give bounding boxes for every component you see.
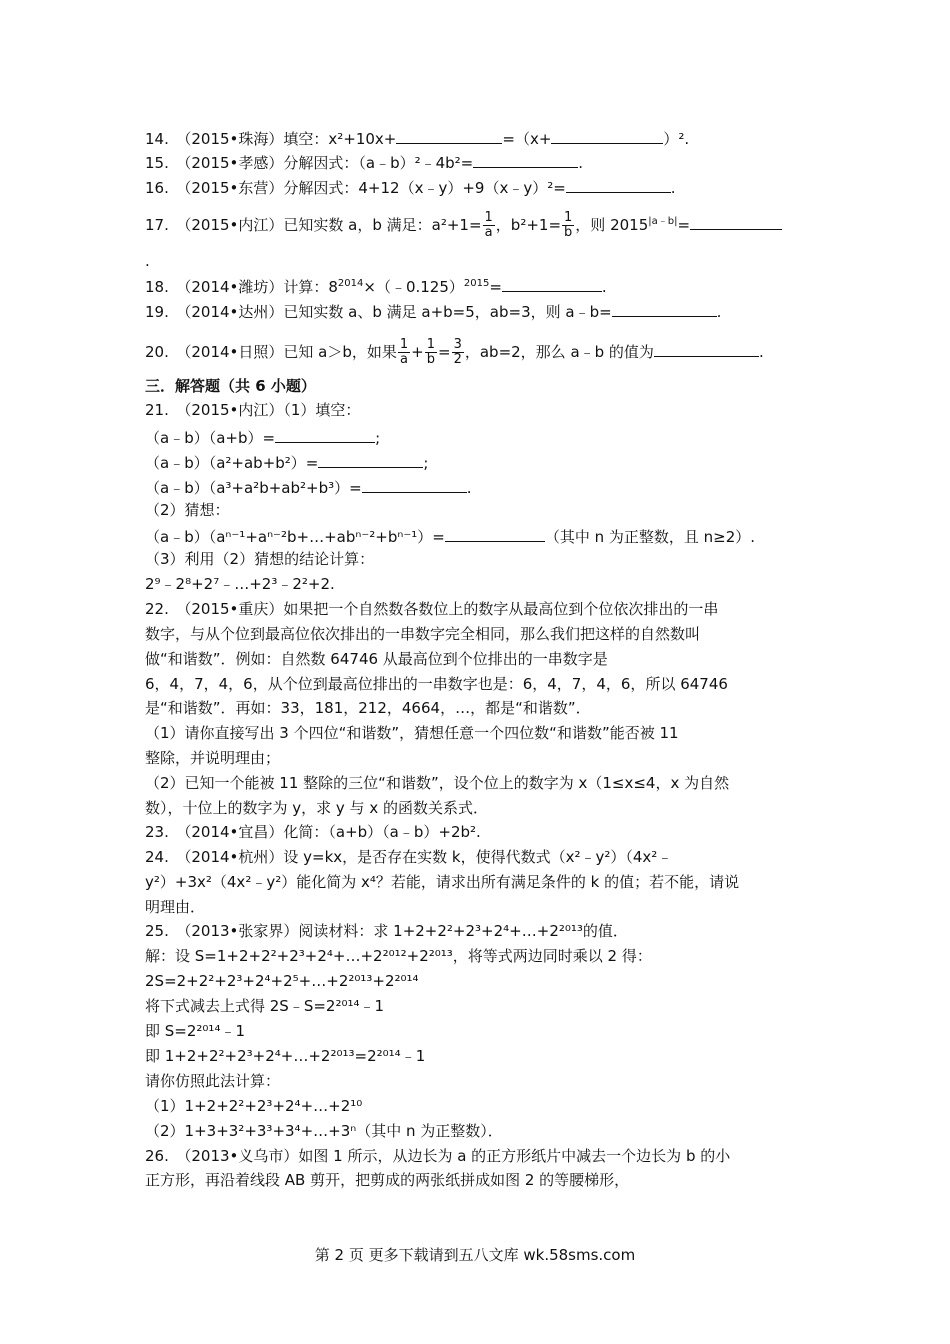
question-14: 14. （2015•珠海）填空：x²+10x+ =（x+ ）².	[145, 127, 689, 149]
answer-blank	[396, 127, 502, 144]
answer-blank	[473, 151, 578, 168]
answer-blank	[445, 525, 545, 542]
question-21-line: （a﹣b）（a³+a²b+ab²+b³）= .	[145, 476, 471, 498]
question-24-line: 明理由．	[145, 898, 206, 916]
question-25-line: 即 1+2+2²+2³+2⁴+…+2²⁰¹³=2²⁰¹⁴﹣1	[145, 1047, 426, 1065]
question-22-line: 做“和谐数”．例如：自然数 64746 从最高位到个位排出的一串数字是	[145, 650, 608, 668]
fraction: $\frac{1}{a}$	[399, 337, 409, 367]
question-22-line: 数），十位上的数字为 y，求 y 与 x 的函数关系式．	[145, 799, 488, 817]
question-21-line: （a﹣b）（a²+ab+b²）= ;	[145, 451, 428, 473]
fraction: $\frac{3}{2}$	[453, 337, 462, 367]
question-22-line: 整除，并说明理由；	[145, 749, 281, 767]
section-heading: 三．解答题（共 6 小题）	[145, 377, 316, 395]
question-21-line: （2）猜想：	[145, 501, 230, 519]
answer-blank	[690, 213, 782, 230]
question-22-line: 6，4，7，4，6，从个位到最高位排出的一串数字也是：6，4，7，4，6，所以 64746	[145, 675, 728, 693]
question-26: 26. （2013•义乌市）如图 1 所示，从边长为 a 的正方形纸片中减去一个边长为 b 的小	[145, 1147, 731, 1165]
question-23: 23. （2014•宜昌）化简：（a+b）（a﹣b）+2b².	[145, 823, 481, 841]
question-17: 17. （2015•内江）已知实数 a，b 满足：a²+1= $\frac{1}{a}$ ，b²+1= $\frac{1}{b}$ ，则 $2015^{|a﹣b|}=$	[145, 211, 782, 240]
question-25-line: 请你仿照此法计算：	[145, 1072, 281, 1090]
question-26-line: 正方形，再沿着线段 AB 剪开，把剪成的两张纸拼成如图 2 的等腰梯形，	[145, 1171, 630, 1189]
answer-blank	[275, 426, 375, 443]
fraction: $\frac{1}{b}$	[564, 210, 573, 240]
question-25-line: 解：设 S=1+2+2²+2³+2⁴+…+2²⁰¹²+2²⁰¹³，将等式两边同时乘以 2 得：	[145, 947, 652, 965]
question-21-line: （3）利用（2）猜想的结论计算：	[145, 550, 375, 568]
question-25-line: （1）1+2+2²+2³+2⁴+…+2¹⁰	[145, 1097, 363, 1115]
page-footer: 第 2 页 更多下载请到五八文库 wk.58sms.com	[314, 1246, 636, 1264]
question-18: 18. （2014•潍坊）计算：$8^{2014}\times(﹣0.125)^{2015}=$ .	[145, 275, 607, 297]
answer-blank	[318, 451, 423, 468]
question-25: 25. （2013•张家界）阅读材料：求 1+2+2²+2³+2⁴+…+2²⁰¹³的值．	[145, 922, 628, 940]
question-22: 22. （2015•重庆）如果把一个自然数各数位上的数字从最高位到个位依次排出的一串	[145, 600, 719, 618]
answer-blank	[551, 127, 663, 144]
question-21-line: 2⁹﹣2⁸+2⁷﹣…+2³﹣2²+2.	[145, 575, 335, 593]
fraction: $\frac{1}{a}$	[484, 210, 493, 240]
question-16: 16. （2015•东营）分解因式：4+12（x﹣y）+9（x﹣y）²= .	[145, 176, 676, 198]
question-25-line: 即 S=2²⁰¹⁴﹣1	[145, 1022, 245, 1040]
question-19: 19. （2014•达州）已知实数 a、b 满足 a+b=5，ab=3，则 a﹣b= .	[145, 300, 721, 322]
question-21-line: （a﹣b）（a+b）= ;	[145, 426, 380, 448]
question-22-line: （2）已知一个能被 11 整除的三位“和谐数”，设个位上的数字为 x（1≤x≤4，x 为自然	[145, 774, 730, 792]
question-25-line: （2）1+3+3²+3³+3⁴+…+3ⁿ（其中 n 为正整数）．	[145, 1122, 503, 1140]
question-15: 15. （2015•孝感）分解因式：（a﹣b）²﹣4b²= .	[145, 151, 583, 173]
question-24-line: y²）+3x²（4x²﹣y²）能化简为 x⁴？若能，请求出所有满足条件的 k 的值；若不能，请说	[145, 873, 740, 891]
answer-blank	[566, 176, 671, 193]
question-21: 21. （2015•内江）（1）填空：	[145, 401, 361, 419]
question-25-line: 将下式减去上式得 2S﹣S=2²⁰¹⁴﹣1	[145, 997, 385, 1015]
question-22-line: 是“和谐数”．再如：33，181，212，4664，…，都是“和谐数”．	[145, 699, 591, 717]
question-24: 24. （2014•杭州）设 y=kx，是否存在实数 k，使得代数式（x²﹣y²）（4x²﹣	[145, 848, 673, 866]
question-25-line: 2S=2+2²+2³+2⁴+2⁵+…+2²⁰¹³+2²⁰¹⁴	[145, 972, 419, 990]
question-20: 20. （2014•日照）已知 a＞b，如果 $\frac{1}{a}$ + $\frac{1}{b}$ = $\frac{3}{2}$ ，ab=2，那么 a﹣b 的值为 .	[145, 337, 764, 367]
answer-blank	[502, 275, 602, 292]
answer-blank	[362, 476, 467, 493]
question-22-line: （1）请你直接写出 3 个四位“和谐数”，猜想任意一个四位数“和谐数”能否被 11	[145, 724, 679, 742]
answer-blank	[654, 340, 759, 357]
answer-blank	[612, 300, 717, 317]
question-21-line: （a﹣b）（aⁿ⁻¹+aⁿ⁻²b+…+abⁿ⁻²+bⁿ⁻¹）= （其中 n 为正整数，且 n≥2）.	[145, 525, 755, 547]
question-22-line: 数字，与从个位到最高位依次排出的一串数字完全相同，那么我们把这样的自然数叫	[145, 625, 701, 643]
question-17-cont: .	[145, 252, 150, 270]
fraction: $\frac{1}{b}$	[426, 337, 435, 367]
